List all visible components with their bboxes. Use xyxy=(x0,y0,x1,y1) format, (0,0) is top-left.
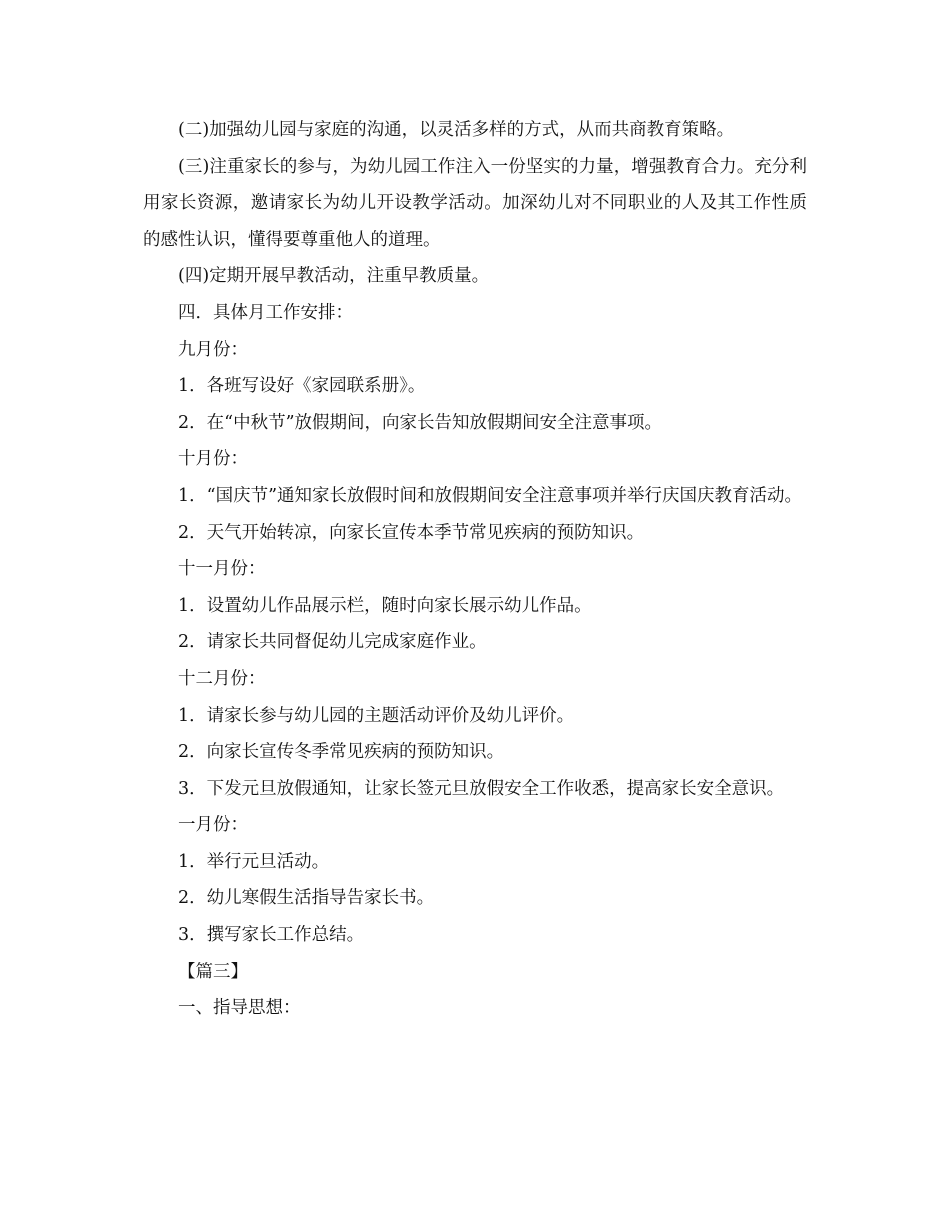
section-heading-monthly-plan: 四．具体月工作安排： xyxy=(178,302,353,323)
list-item: 2．在“中秋节”放假期间，向家长告知放假期间安全注意事项。 xyxy=(178,412,663,433)
chapter-heading-part-three: 【篇三】 xyxy=(178,961,248,982)
list-item: 3．撰写家长工作总结。 xyxy=(178,925,365,946)
month-heading-december: 十二月份： xyxy=(178,668,266,689)
paragraph-3-parent-participation: (三)注重家长的参与，为幼儿园工作注入一份坚实的力量，增强教育合力。充分利用家长资源，邀请家长为幼儿开设教学活动。加深幼儿对不同职业的人及其工作性质的感性认识，懂得要尊重他人的道理。 xyxy=(143,156,807,250)
month-heading-october: 十月份： xyxy=(178,449,248,470)
list-item: 1．“国庆节”通知家长放假时间和放假期间安全注意事项并举行庆国庆教育活动。 xyxy=(178,485,803,506)
list-item: 1．请家长参与幼儿园的主题活动评价及幼儿评价。 xyxy=(178,705,575,726)
list-item: 1．举行元旦活动。 xyxy=(178,851,330,872)
list-item: 2．向家长宣传冬季常见疾病的预防知识。 xyxy=(178,742,505,763)
month-heading-november: 十一月份： xyxy=(178,559,266,580)
list-item: 1．各班写设好《家园联系册》。 xyxy=(178,376,426,397)
paragraph-2-communication: (二)加强幼儿园与家庭的沟通，以灵活多样的方式，从而共商教育策略。 xyxy=(178,120,735,140)
list-item: 2．幼儿寒假生活指导告家长书。 xyxy=(178,888,435,909)
month-heading-january: 一月份： xyxy=(178,815,248,836)
paragraph-4-early-education: (四)定期开展早教活动，注重早教质量。 xyxy=(178,266,490,287)
document-page xyxy=(143,112,807,1027)
list-item: 3．下发元旦放假通知，让家长签元旦放假安全工作收悉，提高家长安全意识。 xyxy=(178,778,785,799)
list-item: 1．设置幼儿作品展示栏，随时向家长展示幼儿作品。 xyxy=(178,595,592,616)
list-item: 2．天气开始转凉，向家长宣传本季节常见疾病的预防知识。 xyxy=(178,522,645,543)
month-heading-september: 九月份： xyxy=(178,339,248,360)
section-heading-guiding-ideology: 一、指导思想： xyxy=(178,998,301,1019)
list-item: 2．请家长共同督促幼儿完成家庭作业。 xyxy=(178,632,487,653)
